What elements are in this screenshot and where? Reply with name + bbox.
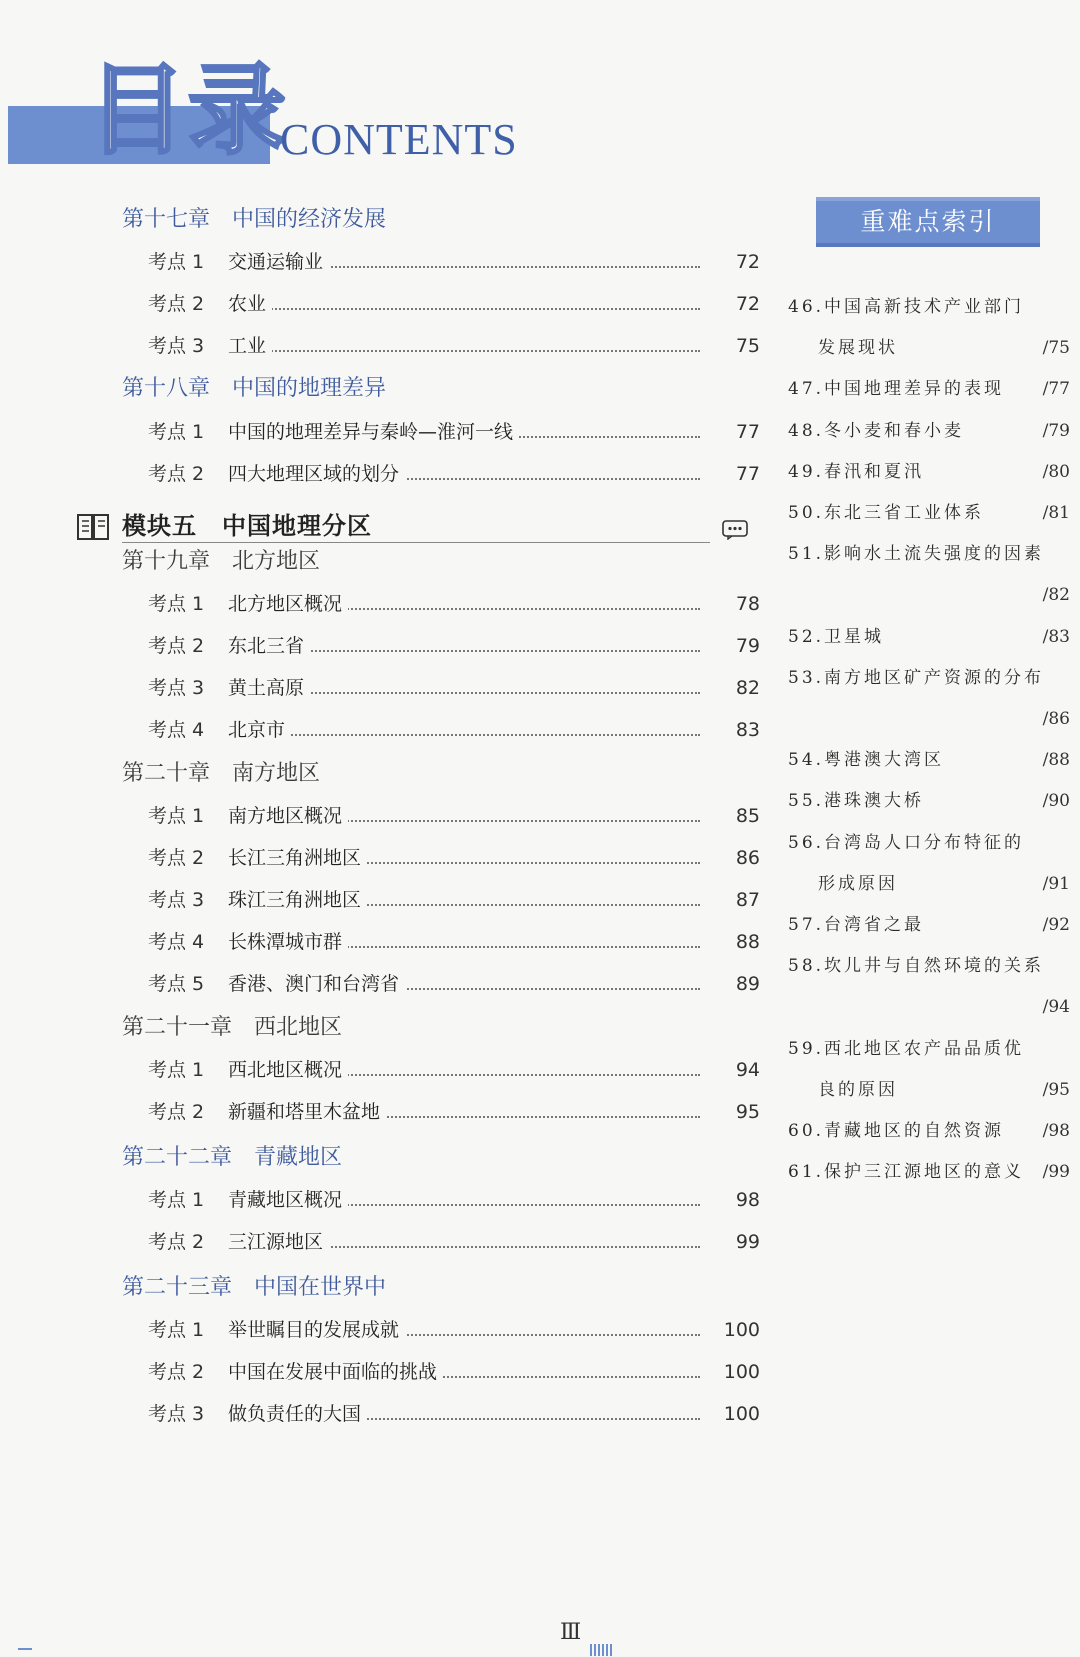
- toc-entry: [0, 713, 760, 747]
- chapter-title: 第二十一章 西北地区: [122, 1015, 343, 1040]
- page-ref: 99: [705, 1225, 760, 1259]
- page-ref: 79: [705, 629, 760, 663]
- dot-leader: [240, 308, 700, 310]
- index-item-page: /99: [1042, 1162, 1070, 1183]
- point-label: 考点 5: [148, 973, 205, 995]
- toc-entry: [0, 329, 760, 363]
- index-item-page: /83: [1042, 626, 1070, 647]
- toc-entry: [0, 883, 760, 917]
- index-item-text: 46.中国高新技术产业部门: [788, 297, 1025, 317]
- chapter-heading: [0, 1271, 760, 1305]
- index-item: [788, 292, 1070, 322]
- index-item: [788, 622, 1070, 652]
- page-ref: 86: [705, 841, 760, 875]
- module-underline: [122, 542, 710, 543]
- chapter-title: 第二十二章 青藏地区: [122, 1145, 343, 1170]
- point-label: 考点 2: [148, 293, 205, 315]
- index-item-text: 50.东北三省工业体系: [788, 503, 985, 523]
- toc-entry: [0, 967, 760, 1001]
- index-item-page: /80: [1042, 461, 1070, 482]
- book-icon: [76, 512, 110, 542]
- index-item-text: 49.春汛和夏汛: [788, 461, 925, 482]
- index-item-text: 56.台湾岛人口分布特征的: [788, 832, 1025, 853]
- index-item-page: /90: [1042, 791, 1070, 812]
- page-ref: 94: [705, 1053, 760, 1087]
- page-ref: 89: [705, 967, 760, 1001]
- toc-entry: [0, 587, 760, 621]
- index-item: [788, 580, 1070, 610]
- point-title: 长株潭城市群: [228, 925, 348, 959]
- point-title: 中国的地理差异与秦岭—淮河一线: [228, 415, 519, 449]
- index-item: [788, 416, 1070, 446]
- dot-leader: [240, 734, 700, 736]
- index-item-text: 57.台湾省之最: [788, 915, 925, 935]
- point-label: 考点 2: [148, 847, 205, 869]
- chapter-heading: [0, 372, 760, 406]
- point-label: 考点 1: [148, 421, 205, 443]
- index-item-text: 54.粤港澳大湾区: [788, 750, 945, 771]
- index-item-text: 48.冬小麦和春小麦: [788, 420, 965, 441]
- index-item: [788, 869, 1070, 899]
- point-title: 东北三省: [228, 629, 310, 663]
- page-ref: 78: [705, 587, 760, 621]
- point-title: 长江三角洲地区: [228, 841, 367, 875]
- index-item-text: 55.港珠澳大桥: [788, 791, 925, 812]
- page-ref: 95: [705, 1095, 760, 1129]
- toc-entry: [0, 457, 760, 491]
- index-item-text: 52.卫星城: [788, 626, 885, 647]
- page-subtitle: CONTENTS: [280, 115, 518, 164]
- point-label: 考点 3: [148, 677, 205, 699]
- point-title: 中国在发展中面临的挑战: [228, 1355, 443, 1389]
- toc-entry: [0, 841, 760, 875]
- index-item-page: /79: [1042, 420, 1070, 441]
- toc-entry: [0, 799, 760, 833]
- page-ref: 98: [705, 1183, 760, 1217]
- message-icon: [722, 520, 748, 540]
- index-item-page: /98: [1042, 1121, 1070, 1141]
- point-title: 农业: [228, 287, 272, 321]
- chapter-heading: [0, 1011, 760, 1045]
- page-ref: 82: [705, 671, 760, 705]
- index-item: [788, 704, 1070, 734]
- point-title: 西北地区概况: [228, 1053, 348, 1087]
- index-item: [788, 333, 1070, 363]
- chapter-heading: [0, 203, 760, 237]
- index-item-text: 59.西北地区农产品品质优: [788, 1038, 1025, 1059]
- index-item: [788, 910, 1070, 940]
- dot-leader: [240, 350, 700, 352]
- toc-entry: [0, 1313, 760, 1347]
- index-item-text: 53.南方地区矿产资源的分布: [788, 667, 1045, 688]
- point-label: 考点 1: [148, 593, 205, 615]
- chapter-heading: [0, 1141, 760, 1175]
- point-title: 三江源地区: [228, 1225, 329, 1259]
- page-ref: 85: [705, 799, 760, 833]
- point-title: 做负责任的大国: [228, 1397, 367, 1431]
- index-item: [788, 663, 1070, 693]
- page-ref: 100: [705, 1397, 760, 1431]
- index-item: [788, 786, 1070, 816]
- point-title: 举世瞩目的发展成就: [228, 1313, 405, 1347]
- page-ref: 88: [705, 925, 760, 959]
- index-item-text: 发展现状: [818, 338, 898, 359]
- index-item-page: /75: [1042, 338, 1070, 359]
- point-title: 新疆和塔里木盆地: [228, 1095, 386, 1129]
- page-ref: 72: [705, 245, 760, 279]
- side-panel-banner: 重难点索引: [816, 197, 1040, 247]
- footer-decoration: [590, 1644, 612, 1656]
- index-item-page: /77: [1042, 379, 1070, 400]
- point-title: 北方地区概况: [228, 587, 348, 621]
- toc-entry: [0, 245, 760, 279]
- page-ref: 100: [705, 1355, 760, 1389]
- point-title: 青藏地区概况: [228, 1183, 348, 1217]
- index-item-page: /86: [1042, 709, 1070, 729]
- index-item-page: /91: [1042, 873, 1070, 894]
- index-item-text: 51.影响水土流失强度的因素: [788, 544, 1045, 565]
- point-label: 考点 3: [148, 335, 205, 357]
- point-title: 交通运输业: [228, 245, 329, 279]
- toc-entry: [0, 1355, 760, 1389]
- page-number: Ⅲ: [560, 1620, 582, 1645]
- point-label: 考点 2: [148, 635, 205, 657]
- toc-entry: [0, 925, 760, 959]
- point-title: 珠江三角洲地区: [228, 883, 367, 917]
- index-item: [788, 539, 1070, 569]
- point-title: 南方地区概况: [228, 799, 348, 833]
- point-title: 香港、澳门和台湾省: [228, 967, 405, 1001]
- toc-entry: [0, 1397, 760, 1431]
- index-item-text: 61.保护三江源地区的意义: [788, 1162, 1025, 1183]
- point-label: 考点 3: [148, 889, 205, 911]
- page-title: 目录: [88, 53, 289, 168]
- corner-decoration: [18, 1648, 32, 1656]
- index-item-page: /81: [1042, 503, 1070, 523]
- index-item-text: 形成原因: [818, 873, 898, 894]
- index-item: [788, 1034, 1070, 1064]
- point-label: 考点 4: [148, 719, 205, 741]
- toc-entry: [0, 287, 760, 321]
- index-item: [788, 1157, 1070, 1187]
- toc-entry: [0, 629, 760, 663]
- index-item-text: 良的原因: [818, 1079, 898, 1100]
- index-item: [788, 828, 1070, 858]
- chapter-title: 第十九章 北方地区: [122, 549, 321, 574]
- index-item: [788, 1075, 1070, 1105]
- point-label: 考点 1: [148, 251, 205, 273]
- index-item-text: 58.坎儿井与自然环境的关系: [788, 956, 1045, 977]
- point-label: 考点 2: [148, 1361, 205, 1383]
- index-item-text: 60.青藏地区的自然资源: [788, 1121, 1005, 1141]
- index-item: [788, 498, 1070, 528]
- index-item-text: 47.中国地理差异的表现: [788, 379, 1005, 400]
- point-label: 考点 2: [148, 1231, 205, 1253]
- index-item-page: /88: [1042, 750, 1070, 771]
- point-title: 北京市: [228, 713, 291, 747]
- point-label: 考点 1: [148, 1059, 205, 1081]
- index-item-page: /94: [1042, 997, 1070, 1018]
- page-ref: 72: [705, 287, 760, 321]
- index-item: [788, 992, 1070, 1022]
- toc-entry: [0, 415, 760, 449]
- point-label: 考点 1: [148, 805, 205, 827]
- chapter-heading: [0, 757, 760, 791]
- page-ref: 87: [705, 883, 760, 917]
- index-item-page: /95: [1042, 1079, 1070, 1100]
- point-title: 黄土高原: [228, 671, 310, 705]
- page-ref: 100: [705, 1313, 760, 1347]
- toc-entry: [0, 1183, 760, 1217]
- point-label: 考点 1: [148, 1189, 205, 1211]
- index-item: [788, 745, 1070, 775]
- point-label: 考点 4: [148, 931, 205, 953]
- module-title: 模块五 中国地理分区: [122, 512, 372, 540]
- toc-entry: [0, 671, 760, 705]
- page-ref: 75: [705, 329, 760, 363]
- point-label: 考点 3: [148, 1403, 205, 1425]
- point-title: 工业: [228, 329, 272, 363]
- page-ref: 77: [705, 457, 760, 491]
- toc-entry: [0, 1095, 760, 1129]
- index-item-page: /92: [1042, 915, 1070, 935]
- index-item-page: /82: [1042, 585, 1070, 606]
- page-ref: 77: [705, 415, 760, 449]
- chapter-title: 第二十章 南方地区: [122, 761, 321, 786]
- chapter-title: 第十八章 中国的地理差异: [122, 376, 387, 401]
- point-label: 考点 2: [148, 1101, 205, 1123]
- chapter-title: 第十七章 中国的经济发展: [122, 207, 387, 232]
- index-item: [788, 457, 1070, 487]
- point-label: 考点 1: [148, 1319, 205, 1341]
- index-item: [788, 1116, 1070, 1146]
- point-title: 四大地理区域的划分: [228, 457, 405, 491]
- index-item: [788, 374, 1070, 404]
- index-item: [788, 951, 1070, 981]
- toc-entry: [0, 1225, 760, 1259]
- module-heading: [76, 506, 756, 546]
- toc-entry: [0, 1053, 760, 1087]
- chapter-heading: [0, 545, 760, 579]
- point-label: 考点 2: [148, 463, 205, 485]
- page-ref: 83: [705, 713, 760, 747]
- chapter-title: 第二十三章 中国在世界中: [122, 1275, 387, 1300]
